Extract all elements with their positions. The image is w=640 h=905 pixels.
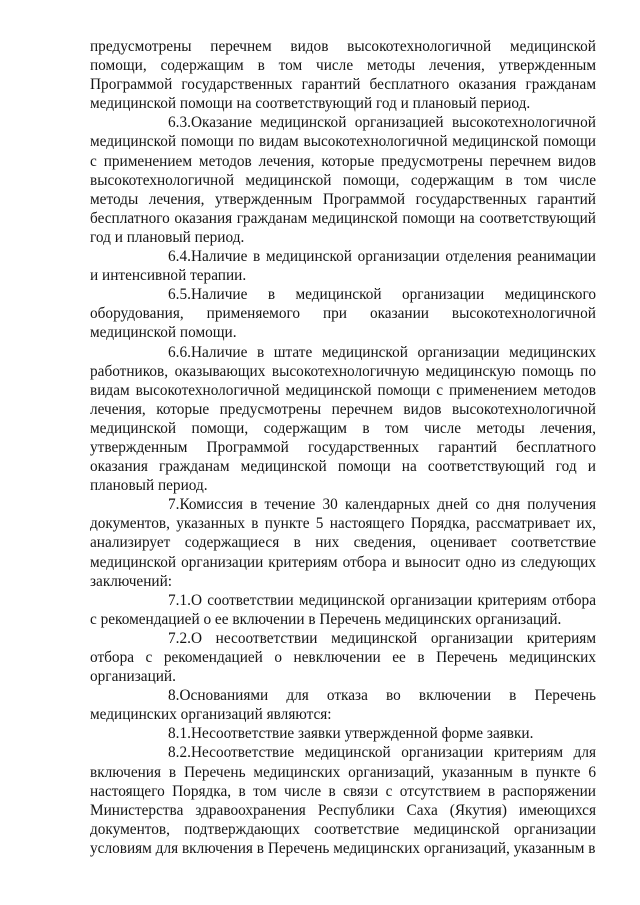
paragraph-number: 7. <box>168 496 180 514</box>
paragraph-text: Оказание медицинской организацией высокотехнологичной медицинской помощи по видам высокотехнологичной медицинской помощи с применением методов лечения, которые предусмотрены перечнем видов высокотехнологичной медицинской помощи, содержащим в том числе методы лечения, утвержденным Программой государственных гарантий бесплатного оказания гражданам медицинской помощи на соответствующий год и плановый период. <box>90 114 596 246</box>
paragraph-text: О соответствии медицинской организации критериям отбора с рекомендацией о ее включении в Перечень медицинских организаций. <box>90 591 596 628</box>
paragraph-text: Основаниями для отказа во включении в Перечень медицинских организаций являются: <box>90 687 596 724</box>
paragraph-number: 8.1. <box>168 725 191 743</box>
paragraph <box>90 113 596 247</box>
paragraph <box>90 343 596 496</box>
paragraph <box>90 629 596 686</box>
paragraph-text: Несоответствие заявки утвержденной форме заявки. <box>190 725 534 743</box>
paragraph-number: 6.4. <box>168 248 191 266</box>
paragraph-text: предусмотрены перечнем видов высокотехнологичной медицинской помощи, содержащим в том числе методы лечения, утвержденным Программой государственных гарантий бесплатного оказания гражданам медицинской помощи на соответствующий год и плановый период. <box>90 38 596 113</box>
paragraph <box>90 591 596 629</box>
paragraph-text: Несоответствие медицинской организации критериям для включения в Перечень медицинских организаций, указанным в пункте 6 настоящего Порядка, в том числе в связи с отсутствием в распоряжении Министерства здравоохранения Республики Саха (Якутия) имеющихся документов, подтверждающих соответствие медицинской организации условиям для включения в Перечень медицинских организаций, указанным в <box>90 744 596 857</box>
paragraph <box>90 285 596 342</box>
paragraph-text: Наличие в медицинской организации отделения реанимации и интенсивной терапии. <box>90 248 596 285</box>
paragraph-number: 6.5. <box>168 286 191 304</box>
paragraph <box>90 686 596 724</box>
paragraph-number: 8. <box>168 687 180 705</box>
document-body <box>90 37 596 858</box>
paragraph <box>90 495 596 590</box>
paragraph-text: Наличие в штате медицинской организации медицинских работников, оказывающих высокотехнологичную медицинскую помощь по видам высокотехнологичной медицинской помощи с применением методов лечения, которые предусмотрены перечнем видов высокотехнологичной медицинской помощи, содержащим в том числе методы лечения, утвержденным Программой государственных гарантий бесплатного оказания гражданам медицинской помощи на соответствующий год и плановый период. <box>90 343 596 495</box>
paragraph <box>90 37 596 113</box>
paragraph-text: О несоответствии медицинской организации критериям отбора с рекомендацией о невключении ее в Перечень медицинских организаций. <box>90 629 596 686</box>
paragraph-number: 8.2. <box>168 744 191 762</box>
paragraph-number: 6.3. <box>168 114 191 132</box>
paragraph <box>90 724 596 743</box>
paragraph-number: 7.2. <box>168 629 191 647</box>
paragraph-text: Наличие в медицинской организации медицинского оборудования, применяемого при оказании высокотехнологичной медицинской помощи. <box>90 286 596 342</box>
paragraph <box>90 247 596 285</box>
paragraph-number: 7.1. <box>168 591 191 609</box>
paragraph <box>90 743 596 858</box>
paragraph-number: 6.6. <box>168 343 191 361</box>
paragraph-text: Комиссия в течение 30 календарных дней со дня получения документов, указанных в пункте 5 настоящего Порядка, рассматривает их, анализирует содержащиеся в них сведения, оценивает соответствие медицинской организации критериям отбора и выносит одно из следующих заключений: <box>90 496 596 590</box>
